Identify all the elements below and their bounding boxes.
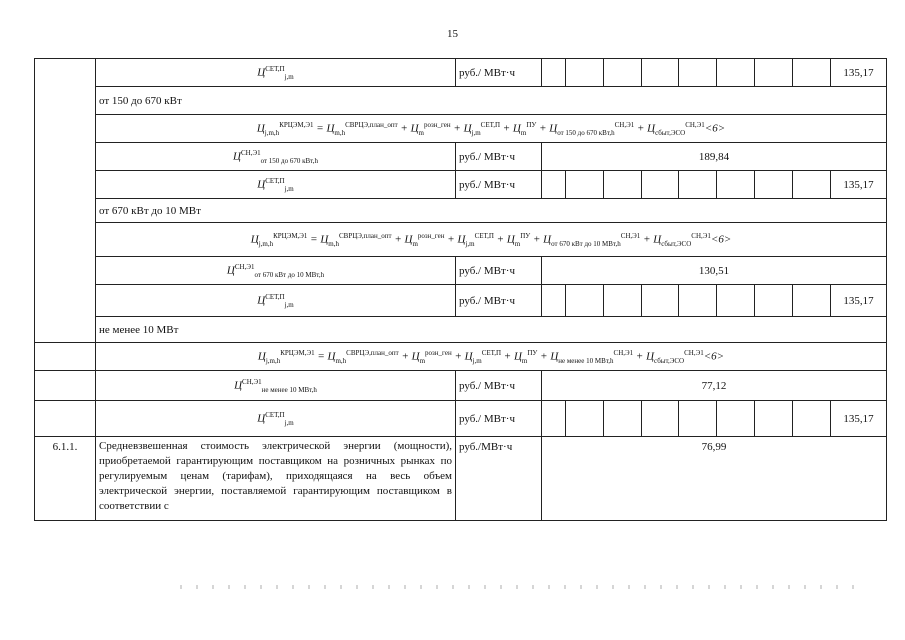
unit-cell: руб./ МВт·ч bbox=[456, 59, 542, 87]
value-cell: 135,17 bbox=[831, 401, 887, 437]
price-symbol-set: $Ц^{СЕТ,П}_{j,m}$ bbox=[96, 401, 456, 437]
value-cell: 135,17 bbox=[831, 59, 887, 87]
value-cell: 135,17 bbox=[831, 171, 887, 199]
table-row: $Ц^{СН,Э1}_{не менее 10 МВт,h}$ руб./ МВт·ч 77,12 bbox=[35, 371, 887, 401]
item-number: 6.1.1. bbox=[35, 437, 96, 521]
price-symbol-sn: $Ц^{СН,Э1}_{от 150 до 670 кВт,h}$ bbox=[96, 143, 456, 171]
tariff-table bbox=[34, 58, 887, 521]
value-cell: 189,84 bbox=[542, 143, 887, 171]
table-row: $Ц^{СН,Э1}_{от 150 до 670 кВт,h}$ руб./ МВт·ч 189,84 bbox=[35, 143, 887, 171]
number-cell bbox=[35, 59, 96, 343]
tariff-table-page bbox=[34, 58, 887, 521]
price-symbol-sn: $Ц^{СН,Э1}_{не менее 10 МВт,h}$ bbox=[96, 371, 456, 401]
unit-cell: руб./МВт·ч bbox=[456, 437, 542, 521]
table-row: $Ц^{СЕТ,П}_{j,m}$ руб./ МВт·ч 135,17 bbox=[35, 401, 887, 437]
item-description: Средневзвешенная стоимость электрической энергии (мощности), приобретаемой гарантирующим поставщиком на розничных рынках по регулируемым ценам (тарифам), приходящаяся на весь объем электрической энергии, поставляемой гарантирующим поставщиком в соответствии с bbox=[96, 437, 456, 521]
price-symbol-set: $Ц^{СЕТ,П}_{j,m}$ bbox=[96, 285, 456, 317]
value-cell: 135,17 bbox=[831, 285, 887, 317]
segment-title: не менее 10 МВт bbox=[96, 317, 887, 343]
price-symbol-set: $Ц^{СЕТ,П}_{j,m}$ bbox=[96, 171, 456, 199]
formula-670-10: $Ц_{j,m,h}^{КРЦЭМ,Э1} = Ц_{m,h}^{СВРЦЭ,план\_опт} + Ц_m^{розн\_ген} + Ц_{j,m}^{СЕТ,П} + Ц_m^{ПУ} + Ц_{от 670 кВт до 10 МВт,h}^{СН,Э1} + Ц_{сбыт,ЭСО}^{СН,Э1}<6>$ bbox=[96, 223, 887, 257]
page-number: 15 bbox=[447, 28, 458, 40]
formula-150-670: $Ц_{j,m,h}^{КРЦЭМ,Э1} = Ц_{m,h}^{СВРЦЭ,план\_опт} + Ц_m^{розн\_ген} + Ц_{j,m}^{СЕТ,П} + Ц_m^{ПУ} + Ц_{от 150 до 670 кВт,h}^{СН,Э1} + Ц_{сбыт,ЭСО}^{СН,Э1}<6>$ bbox=[96, 115, 887, 143]
table-row: $Ц^{СЕТ,П}_{j,m}$ руб./ МВт·ч 135,17 bbox=[35, 171, 887, 199]
value-cell: 76,99 bbox=[542, 437, 887, 521]
scan-noise bbox=[180, 585, 860, 589]
segment-title: от 670 кВт до 10 МВт bbox=[96, 199, 887, 223]
table-row bbox=[35, 59, 887, 87]
formula-row bbox=[35, 115, 887, 143]
segment-header bbox=[35, 317, 887, 343]
table-row: $Ц^{СЕТ,П}_{j,m}$ руб./ МВт·ч 135,17 bbox=[35, 285, 887, 317]
formula-row bbox=[35, 343, 887, 371]
price-symbol-sn: $Ц^{СН,Э1}_{от 670 кВт до 10 МВт,h}$ bbox=[96, 257, 456, 285]
table-row bbox=[35, 437, 887, 521]
formula-row bbox=[35, 223, 887, 257]
segment-header bbox=[35, 199, 887, 223]
segment-title: от 150 до 670 кВт bbox=[96, 87, 887, 115]
segment-header bbox=[35, 87, 887, 115]
value-cell: 130,51 bbox=[542, 257, 887, 285]
table-row: $Ц^{СН,Э1}_{от 670 кВт до 10 МВт,h}$ руб./ МВт·ч 130,51 bbox=[35, 257, 887, 285]
price-symbol-set: $Ц^{СЕТ,П}_{j,m}$ bbox=[96, 59, 456, 87]
value-cell: 77,12 bbox=[542, 371, 887, 401]
formula-10plus: $Ц_{j,m,h}^{КРЦЭМ,Э1} = Ц_{m,h}^{СВРЦЭ,план\_опт} + Ц_m^{розн\_ген} + Ц_{j,m}^{СЕТ,П} + Ц_m^{ПУ} + Ц_{не менее 10 МВт,h}^{СН,Э1} + Ц_{сбыт,ЭСО}^{СН,Э1}<6>$ bbox=[96, 343, 887, 371]
